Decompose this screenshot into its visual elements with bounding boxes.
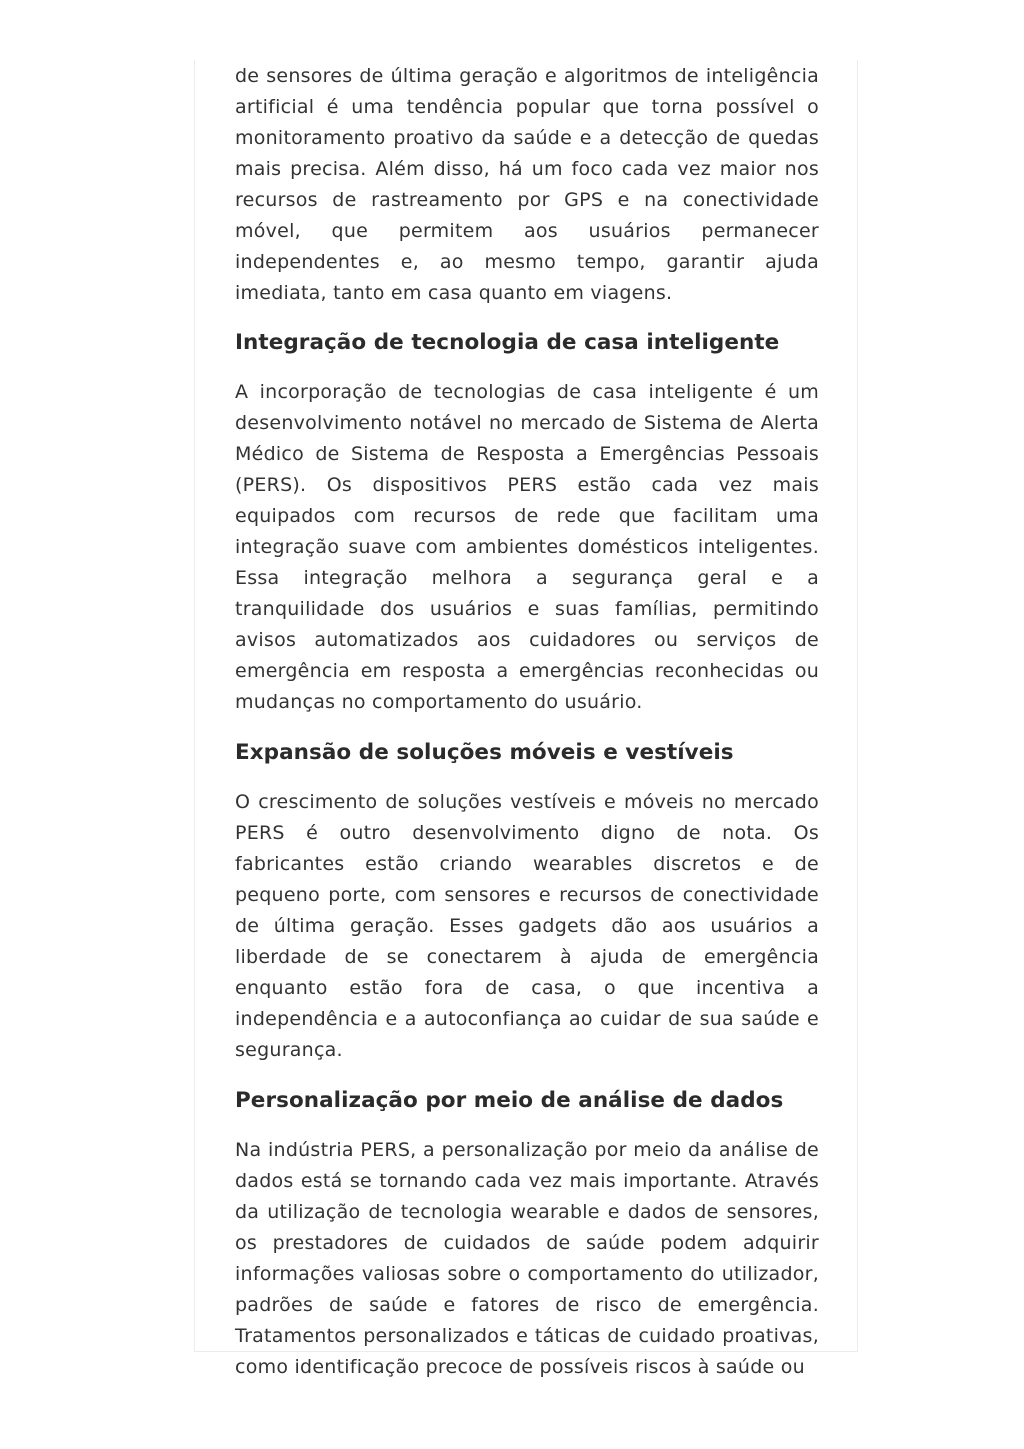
article-content xyxy=(235,61,819,1383)
section-paragraph-personalization: Na indústria PERS, a personalização por meio da análise de dados está se tornando cada vez mais importante. Através da utilização de tecnologia wearable e dados de sensores, os prestadores de cuidados de saúde podem adquirir informações valiosas sobre o comportamento do utilizador, padrões de saúde e fatores de risco de emergência. Tratamentos personalizados e táticas de cuidado proativas, como identificação precoce de possíveis riscos à saúde ou xyxy=(235,1139,819,1378)
section-heading-personalization: Personalização por meio de análise de dados xyxy=(235,1088,784,1113)
section-paragraph-wearables: O crescimento de soluções vestíveis e móveis no mercado PERS é outro desenvolvimento digno de nota. Os fabricantes estão criando wearables discretos e de pequeno porte, com sensores e recursos de conectividade de última geração. Esses gadgets dão aos usuários a liberdade de se conectarem à ajuda de emergência enquanto estão fora de casa, o que incentiva a independência e a autoconfiança ao cuidar de sua saúde e segurança. xyxy=(235,791,819,1061)
section-paragraph-smart-home: A incorporação de tecnologias de casa inteligente é um desenvolvimento notável no mercado de Sistema de Alerta Médico de Sistema de Resposta a Emergências Pessoais (PERS). Os dispositivos PERS estão cada vez mais equipados com recursos de rede que facilitam uma integração suave com ambientes domésticos inteligentes. Essa integração melhora a segurança geral e a tranquilidade dos usuários e suas famílias, permitindo avisos automatizados aos cuidadores ou serviços de emergência em resposta a emergências reconhecidas ou mudanças no comportamento do usuário. xyxy=(235,381,819,713)
section-heading-wearables: Expansão de soluções móveis e vestíveis xyxy=(235,740,734,765)
intro-paragraph: de sensores de última geração e algoritmos de inteligência artificial é uma tendência popular que torna possível o monitoramento proativo da saúde e a detecção de quedas mais precisa. Além disso, há um foco cada vez maior nos recursos de rastreamento por GPS e na conectividade móvel, que permitem aos usuários permanecer independentes e, ao mesmo tempo, garantir ajuda imediata, tanto em casa quanto em viagens. xyxy=(235,65,819,304)
article-card xyxy=(194,60,858,1378)
section-heading-smart-home: Integração de tecnologia de casa inteligente xyxy=(235,330,780,355)
